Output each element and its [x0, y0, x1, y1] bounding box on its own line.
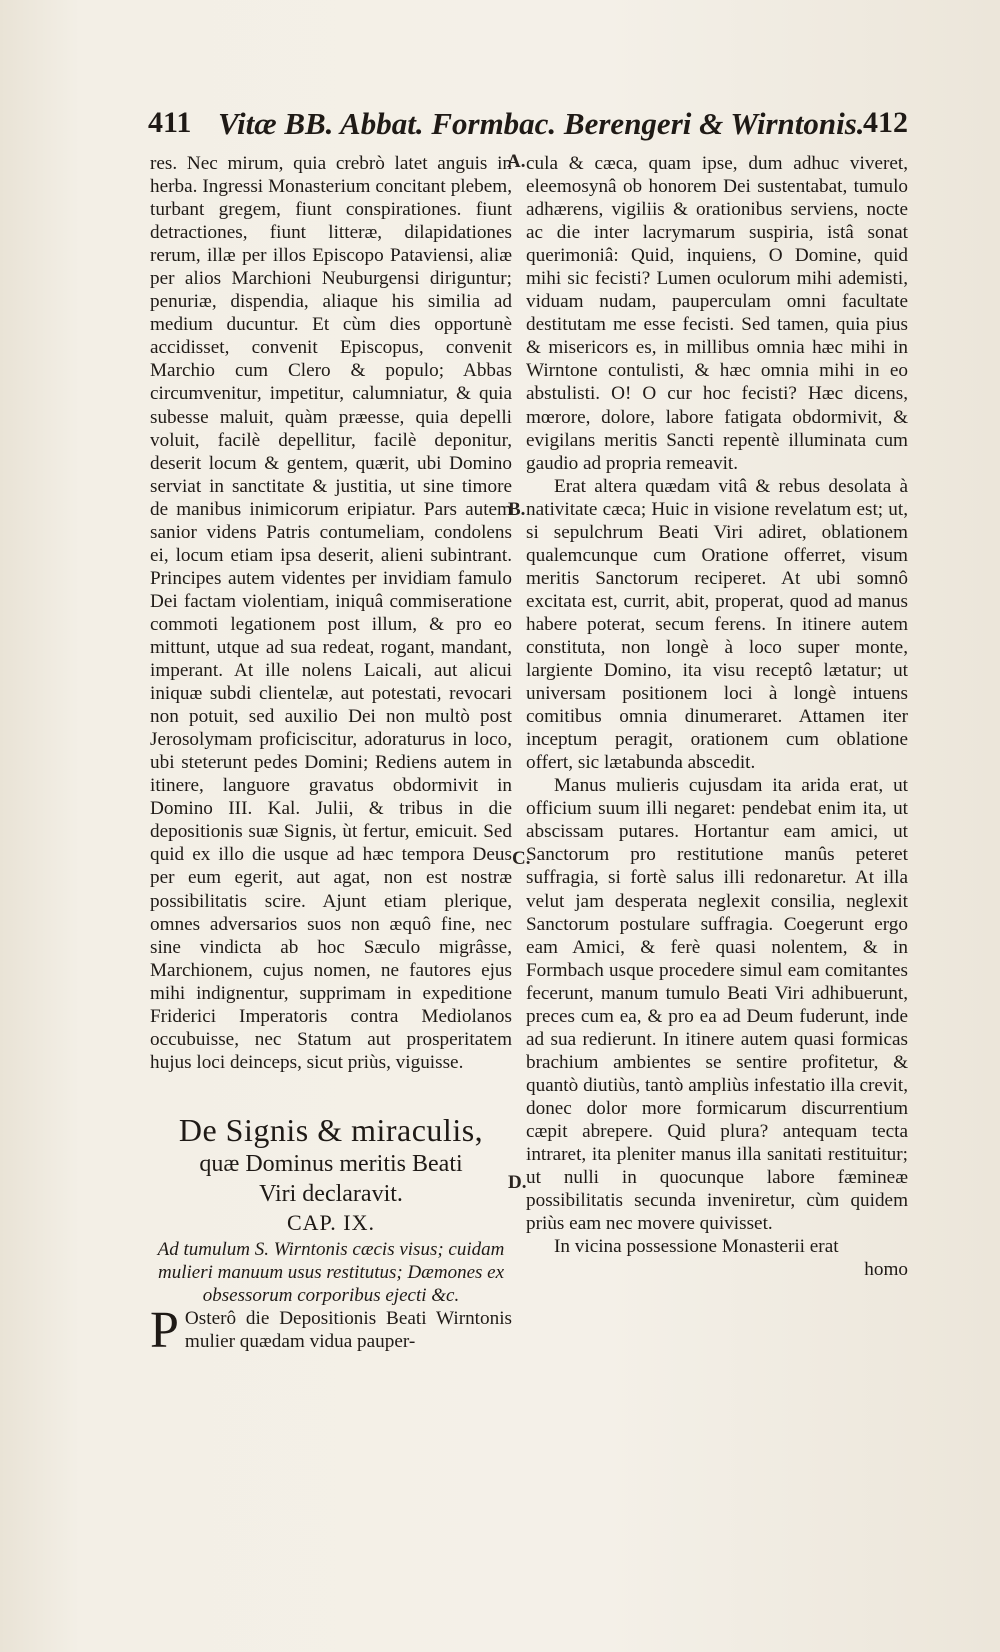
right-paragraph-4: In vicina possessione Monasterii erat	[554, 1236, 839, 1258]
right-paragraph-2: Erat altera quædam vitâ & rebus desolata à nativitate cæca; Huic in visione revelatum est; ut, si sepulchrum Beati Viri adiret, oblationem qualemcunque cum Oratione offerret, visum meritis Sanctorum reciperet. At ubi somnô excitata est, currit, abit, properat, quod ad manus habere poterat, secum ferens. In itinere autem constituta, non longè à loco super monte, largiente Domino, ita visu receptô lætatur; ut universam positionem loci à longè intuens comitibus omnia dinumeraret. Attamen iter inceptum peragit, orationem cum oblatione offert, sic lætabunda abscedit.	[526, 475, 908, 774]
page-number-right: 412	[863, 106, 908, 139]
chapter-opening	[150, 1301, 512, 1359]
running-head	[148, 106, 908, 146]
margin-marker-a: A.	[507, 151, 526, 172]
catchword: homo	[864, 1259, 908, 1281]
chapter-number: CAP. IX.	[286, 1209, 376, 1235]
left-paragraph-1: res. Nec mirum, quia crebrò latet anguis in herba. Ingressi Monasterium concitant plebem, turbant gregem, fiunt conspirationes. fiunt detractiones, fiunt litteræ, dilapidationes rerum, illæ per illos Episcopo Pataviensi, aliæ per alios Marchioni Neuburgensi diriguntur; penuriæ, dispendia, aliaque his similia ad medium ducuntur. Et cùm dies opportunè accidisset, convenit Episcopus, convenit Marchio cum Clero & populo; Abbas circumvenitur, impetitur, calumniatur, & quia subesse maluit, quàm præesse, quia depelli voluit, facilè depellitur, facilè deponitur, deserit locum & gentem, quærit, ubi Domino serviat in sanctitate & justitia, ut sine timore de manibus inimicorum eripiatur. Pars autem sanior videns Patris contumeliam, condolens ei, locum etiam ipsa deserit, alieni subintrant. Principes autem videntes per invidiam famulo Dei factam violentiam, iniquâ commiseratione commoti legationem post illum, & pro eo mittunt, utque ad sua redeat, rogant, mandant, imperant. At ille nolens Laicali, aut alicui iniquæ subdi clientelæ, aut potestati, revocari non potuit, sed auxilio Dei non multò post Jerosolymam proficiscitur, adoraturus in loco, ubi steterunt pedes Domini; Rediens autem in itinere, languore gravatus obdormivit in Domino III. Kal. Julii, & tribus in die depositionis suæ Signis, ùt fertur, emicuit. Sed quid ex illo die usque ad hæc tempora Deus per eum egerit, aut agat, non est nostræ possibilitatis scire. Ajunt etiam plerique, omnes adversarios suos non æquô fine, nec sine vindicta ab hoc Sæculo migrâsse, Marchionem, cujus nomen, ne fautores ejus mihi indignentur, supprimam in expeditione Friderici Imperatoris contra Mediolanos occubuisse, nec Statum aut prosperitatem hujus loci deinceps, sicut priùs, viguisse.	[150, 153, 512, 1073]
chapter-summary: Ad tumulum S. Wirntonis cæcis visus; cuidam mulieri manuum usus restitutus; Dæmones ex obsessorum corporibus ejecti &c.	[157, 1238, 505, 1306]
page-number-left: 411	[148, 106, 192, 139]
drop-cap: P	[150, 1301, 179, 1359]
running-title: Vitæ BB. Abbat. Formbac. Berengeri & Wirntonis.	[218, 106, 865, 141]
right-column	[526, 152, 908, 1281]
chapter-subtitle-1: quæ Dominus meritis Beati	[199, 1150, 463, 1177]
chapter-subtitle-2: Viri declaravit.	[259, 1180, 403, 1207]
margin-marker-d: D.	[508, 1172, 527, 1193]
margin-marker-c: C.	[512, 848, 531, 869]
chapter-title: De Signis & miraculis,	[178, 1111, 484, 1148]
margin-marker-b: B.	[508, 499, 526, 520]
right-paragraph-3: Manus mulieris cujusdam ita arida erat, ut officium suum illi negaret: pendebat enim ita, ut abscissam putares. Hortantur eam amici, ut Sanctorum pro restitutione manûs peteret suffragia, si fortè salus illi redonaretur. At illa velut jam desperata neglexit consilia, neglexit Sanctorum postulare suffragia. Coegerunt ergo eam Amici, & ferè quasi nolentem, & in Formbach usque procedere simul eam comitantes fecerunt, manum tumulo Beati Viri adhibuerunt, preces cum ea, & pro ea ad Deum fuderunt, inde ad sua redierunt. In itinere autem quasi formicas brachium ambientes se sentire profitetur, & quantò diutiùs, tantò ampliùs infestatio illa crevit, donec dolor more formicarum discurrentium cæpit abrepere. Quid plura? antequam tecta intraret, ita pleniter manus illa sanitati restituitur; ut nulli in quocunque labore fæmineæ possibilitatis secunda inveniretur, cùm quidem priùs eam nec movere quivisset.	[526, 775, 908, 1235]
left-column	[150, 152, 512, 1359]
opening-text: Osterô die Depositionis Beati Wirntonis mulier quædam vidua pauper-	[184, 1307, 512, 1352]
right-paragraph-1: cula & cæca, quam ipse, dum adhuc viveret, eleemosynâ ob honorem Dei sustentabat, tumulo adhærens, vigiliis & orationibus serviens, nocte ac die inter lacrymarum suspiria, istâ sonat querimoniâ: Quid, inquiens, O Domine, quid mihi sic fecisti? Lumen oculorum mihi ademisti, viduam nudam, pauperculam omni facultate destitutam me esse fecisti. Sed tamen, quia pius & misericors es, in millibus omnia hæc mihi in Wirntone contulisti, & hæc omnia mihi in eo abstulisti. O! O cur hoc fecisti? Hæc dicens, mœrore, dolore, labore fatigata obdormivit, & evigilans meritis Sancti repentè illuminata cum gaudio ad propria remeavit.	[526, 153, 908, 474]
